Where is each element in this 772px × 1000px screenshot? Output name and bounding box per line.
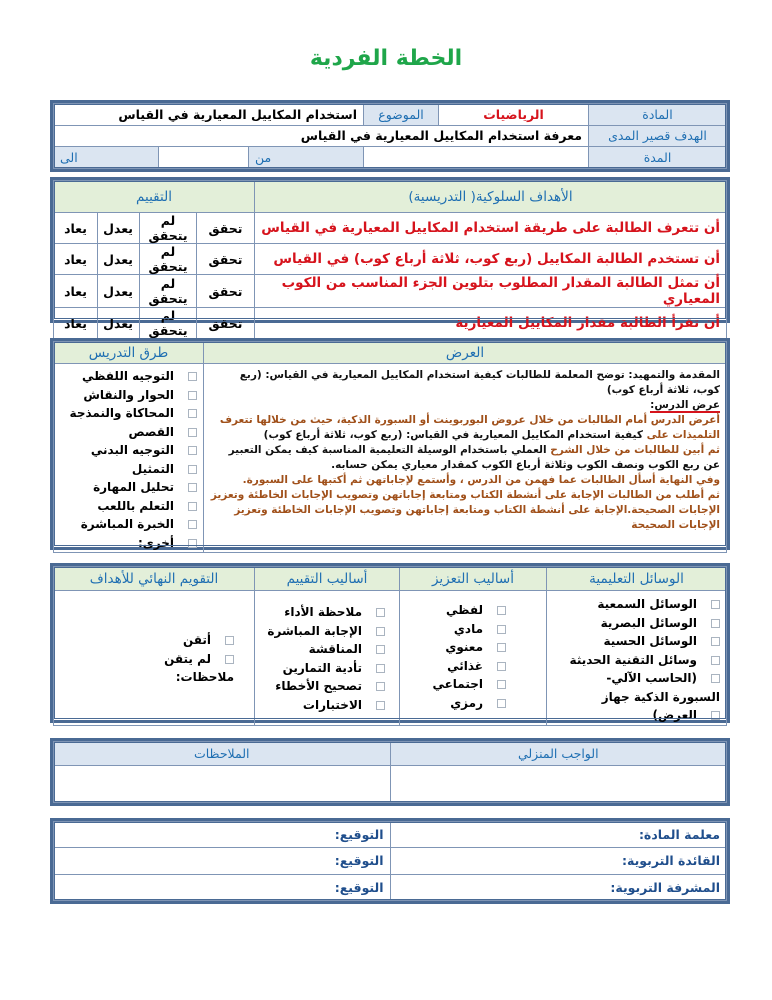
checkbox[interactable] bbox=[188, 465, 197, 474]
from-value[interactable] bbox=[159, 147, 249, 169]
assessment-header: أساليب التقييم bbox=[255, 567, 400, 591]
method-item[interactable]: التوجيه البدني bbox=[60, 441, 197, 460]
objective-row bbox=[54, 275, 727, 308]
method-item[interactable]: الخبرة المباشرة bbox=[60, 515, 197, 534]
checkbox[interactable] bbox=[188, 520, 197, 529]
reinforcement-item[interactable]: مادي bbox=[406, 620, 506, 639]
role-label: القائدة التربوية: bbox=[390, 848, 727, 874]
final-eval-item[interactable]: لم يتقن bbox=[60, 650, 234, 669]
eval-repeat[interactable]: يعاد bbox=[54, 244, 98, 275]
final-eval-item[interactable]: أتقن bbox=[60, 631, 234, 650]
methods-list-cell bbox=[54, 364, 204, 553]
checkbox[interactable] bbox=[497, 643, 506, 652]
sign-field[interactable]: التوقيع: bbox=[54, 822, 391, 848]
checkbox[interactable] bbox=[188, 428, 197, 437]
presentation-header: العرض bbox=[204, 342, 727, 364]
reinforcement-item[interactable]: اجتماعي bbox=[406, 675, 506, 694]
checkbox[interactable] bbox=[376, 682, 385, 691]
assessment-item[interactable]: الإجابة المباشرة bbox=[261, 622, 385, 641]
method-item[interactable]: الحوار والنقاش bbox=[60, 386, 197, 405]
eval-achieved[interactable]: تحقق bbox=[197, 213, 255, 244]
objective-row bbox=[54, 213, 727, 244]
checkbox[interactable] bbox=[497, 680, 506, 689]
checkbox[interactable] bbox=[376, 627, 385, 636]
method-item[interactable]: التعلم باللعب bbox=[60, 497, 197, 516]
subject-value[interactable]: الرياضيات bbox=[439, 104, 589, 126]
presentation-body bbox=[204, 364, 727, 553]
lesson-text-1: أعرض الدرس أمام الطالبات من خلال عروض البوربوينت أو السبورة الذكية، حيث من خلالها تتعرف التلميذات على bbox=[219, 414, 720, 441]
signatures-table bbox=[50, 818, 730, 904]
assessment-list bbox=[261, 603, 385, 714]
aid-item[interactable]: (الحاسب الآلي-السبورة الذكية جهاز bbox=[601, 671, 720, 704]
reinforcement-list bbox=[406, 601, 506, 712]
sign-field[interactable]: التوقيع: bbox=[54, 874, 391, 900]
reinforcement-item[interactable]: لفظي bbox=[406, 601, 506, 620]
sign-field[interactable]: التوقيع: bbox=[54, 848, 391, 874]
aid-item[interactable]: وسائل التقنية الحديثة bbox=[553, 651, 720, 670]
eval-achieved[interactable]: تحقق bbox=[197, 308, 255, 339]
eval-repeat[interactable]: يعاد bbox=[54, 275, 98, 308]
reinforcement-item[interactable]: رمزي bbox=[406, 694, 506, 713]
eval-repeat[interactable]: يعاد bbox=[54, 308, 98, 339]
from-label: من bbox=[249, 147, 364, 169]
checkbox[interactable] bbox=[711, 637, 720, 646]
checkbox[interactable] bbox=[188, 409, 197, 418]
checkbox[interactable] bbox=[376, 608, 385, 617]
lesson-text-2b: العملي باستخدام الوسيلة التعليمية المناسبة كيف يمكن التعبير عن ربع الكوب ونصف الكوب وثلاثة أرباع الكوب كمقدار معياري يمكن حسابه. bbox=[228, 444, 720, 471]
checkbox[interactable] bbox=[376, 645, 385, 654]
aid-item[interactable]: العرض) bbox=[553, 706, 720, 725]
checkbox[interactable] bbox=[711, 619, 720, 628]
eval-modify[interactable]: يعدل bbox=[98, 213, 140, 244]
homework-header: الواجب المنزلي bbox=[390, 742, 727, 766]
methods-grid bbox=[50, 563, 730, 723]
homework-field[interactable] bbox=[390, 766, 727, 803]
checkbox[interactable] bbox=[497, 606, 506, 615]
objective-text: أن تستخدم الطالبة المكاييل (ربع كوب، ثلاثة أرباع كوب) في القياس bbox=[255, 244, 727, 275]
page-title: الخطة الفردية bbox=[309, 46, 463, 71]
checkbox[interactable] bbox=[188, 502, 197, 511]
signature-row bbox=[54, 874, 727, 900]
method-item[interactable]: أخرى: bbox=[60, 534, 197, 553]
info-table bbox=[50, 100, 730, 172]
eval-not-achieved[interactable]: لم يتحقق bbox=[140, 275, 197, 308]
subject-label: المادة bbox=[589, 104, 727, 126]
eval-modify[interactable]: يعدل bbox=[98, 275, 140, 308]
objective-text: أن تمثل الطالبة المقدار المطلوب بتلوين الجزء المناسب من الكوب المعياري bbox=[255, 275, 727, 308]
intro-text: المقدمة والتمهيد: توضح المعلمة للطالبات كيفية استخدام المكاييل المعيارية في القياس: (ربع كوب، ثلاثة أرباع كوب) bbox=[239, 369, 720, 396]
checkbox[interactable] bbox=[711, 600, 720, 609]
aids-list bbox=[553, 595, 720, 725]
checkbox[interactable] bbox=[376, 701, 385, 710]
assessment-item[interactable]: الاختبارات bbox=[261, 696, 385, 715]
final-eval-list bbox=[60, 631, 234, 687]
assessment-item[interactable]: المناقشة bbox=[261, 640, 385, 659]
method-item[interactable]: التوجيه اللفظي bbox=[60, 367, 197, 386]
eval-not-achieved[interactable]: لم يتحقق bbox=[140, 244, 197, 275]
notes-header: الملاحظات bbox=[54, 742, 391, 766]
checkbox[interactable] bbox=[225, 636, 234, 645]
role-label: معلمة المادة: bbox=[390, 822, 727, 848]
lesson-text-1b: كيفية استخدام المكاييل المعيارية في القياس: (ربع كوب، ثلاثة أرباع كوب) bbox=[263, 429, 647, 441]
objective-row bbox=[54, 308, 727, 339]
objective-text: أن تقرأ الطالبة مقدار المكاييل المعيارية bbox=[255, 308, 727, 339]
duration-value[interactable] bbox=[364, 147, 589, 169]
checkbox[interactable] bbox=[188, 391, 197, 400]
lesson-text-3: وفي النهاية أسأل الطالبات عما فهمن من الدرس ، وأستمع لإجاباتهن ثم أكتبها على السبورة. bbox=[242, 474, 720, 486]
methods-list bbox=[60, 367, 197, 552]
objectives-header: الأهداف السلوكية( التدريسية) bbox=[255, 181, 727, 213]
reinforcement-header: أساليب التعزيز bbox=[400, 567, 547, 591]
checkbox[interactable] bbox=[376, 664, 385, 673]
evaluation-header: التقييم bbox=[54, 181, 255, 213]
aids-header: الوسائل التعليمية bbox=[547, 567, 727, 591]
to-label: الى bbox=[54, 147, 159, 169]
checkbox[interactable] bbox=[497, 662, 506, 671]
eval-not-achieved[interactable]: لم يتحقق bbox=[140, 213, 197, 244]
goal-value[interactable]: معرفة استخدام المكاييل المعيارية في القياس bbox=[54, 125, 589, 147]
eval-repeat[interactable]: يعاد bbox=[54, 213, 98, 244]
aid-item[interactable]: الوسائل الحسية bbox=[553, 632, 720, 651]
reinforcement-item[interactable]: معنوي bbox=[406, 638, 506, 657]
objectives-table bbox=[50, 177, 730, 338]
signature-row bbox=[54, 822, 727, 848]
checkbox[interactable] bbox=[188, 372, 197, 381]
eval-achieved[interactable]: تحقق bbox=[197, 244, 255, 275]
aid-item[interactable]: الوسائل السمعية bbox=[553, 595, 720, 614]
final-eval-header: التقويم النهائي للأهداف bbox=[54, 567, 255, 591]
objective-text: أن تتعرف الطالبة على طريقة استخدام المكاييل المعيارية في القياس bbox=[255, 213, 727, 244]
checkbox[interactable] bbox=[711, 711, 720, 720]
checkbox[interactable] bbox=[225, 655, 234, 664]
checkbox[interactable] bbox=[188, 483, 197, 492]
topic-label: الموضوع bbox=[364, 104, 439, 126]
method-item[interactable]: التمثيل bbox=[60, 460, 197, 479]
signature-row bbox=[54, 848, 727, 874]
checkbox[interactable] bbox=[497, 699, 506, 708]
methods-header: طرق التدريس bbox=[54, 342, 204, 364]
homework-table bbox=[50, 738, 730, 806]
assessment-item[interactable]: تأدية التمارين bbox=[261, 659, 385, 678]
presentation-table bbox=[50, 338, 730, 550]
lesson-label: عرض الدرس: bbox=[650, 399, 720, 411]
checkbox[interactable] bbox=[711, 674, 720, 683]
lesson-text-4: ثم أطلب من الطالبات الإجابة على أنشطة الكتاب ومتابعة إجاباتهن وتصويب الإجابات الخاطئة وتعزيز الإجابات الصحيحة.الإجابة على أنشطة الكتاب ومتابعة إجاباتهن وتصويب الإجابات الخاطئة وتعزيز الإجابات الصحيحة bbox=[210, 489, 720, 531]
assessment-item[interactable]: ملاحظة الأداء bbox=[261, 603, 385, 622]
topic-value[interactable]: استخدام المكاييل المعيارية في القياس bbox=[54, 104, 364, 126]
method-item[interactable]: القصص bbox=[60, 423, 197, 442]
notes-field[interactable] bbox=[54, 766, 391, 803]
eval-modify[interactable]: يعدل bbox=[98, 308, 140, 339]
aid-item[interactable]: الوسائل البصرية bbox=[553, 614, 720, 633]
duration-label: المدة bbox=[589, 147, 727, 169]
eval-modify[interactable]: يعدل bbox=[98, 244, 140, 275]
eval-not-achieved[interactable]: لم يتحقق bbox=[140, 308, 197, 339]
checkbox[interactable] bbox=[497, 625, 506, 634]
checkbox[interactable] bbox=[711, 656, 720, 665]
goal-label: الهدف قصير المدى bbox=[589, 125, 727, 147]
method-item[interactable]: تحليل المهارة bbox=[60, 478, 197, 497]
assessment-item[interactable]: تصحيح الأخطاء bbox=[261, 677, 385, 696]
notes-label: ملاحظات: bbox=[175, 670, 234, 684]
method-item[interactable]: المحاكاة والنمذجة bbox=[60, 404, 197, 423]
reinforcement-item[interactable]: غذائي bbox=[406, 657, 506, 676]
eval-achieved[interactable]: تحقق bbox=[197, 275, 255, 308]
checkbox[interactable] bbox=[188, 446, 197, 455]
checkbox[interactable] bbox=[188, 539, 197, 548]
lesson-text-2: ثم أبين للطالبات من خلال الشرح bbox=[550, 444, 720, 456]
objective-row bbox=[54, 244, 727, 275]
role-label: المشرفة التربوية: bbox=[390, 874, 727, 900]
